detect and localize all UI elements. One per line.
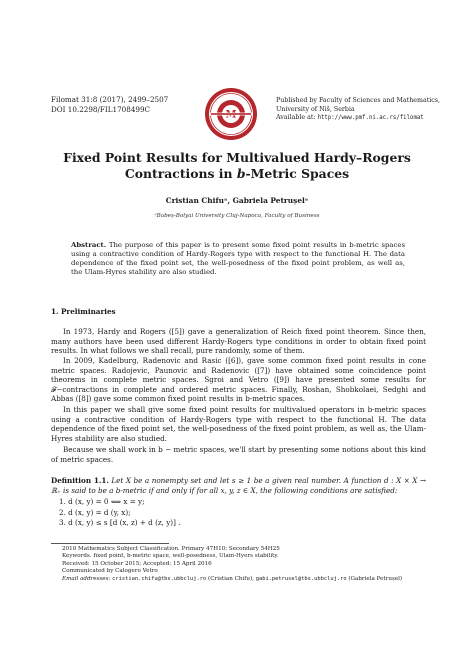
condition-item: 2. d (x, y) = d (y, x); — [59, 507, 131, 517]
definition-label: Definition 1.1. — [51, 476, 109, 485]
abstract-text: The purpose of this paper is to present some fixed point results in b-metric spaces using a contractive condition of Hardy-Rogers type with respect to the functional H. The data dependence of the fixed point set, the well-posedness of the fixed point problem, as well as, the Ulam-Hyres stability are also studied. — [71, 241, 405, 276]
doi: DOI 10.2298/FIL1708499C — [51, 104, 151, 114]
publisher-line-1: Published by Faculty of Sciences and Mathematics, — [276, 97, 440, 104]
footnote-received: Received: 15 October 2015; Accepted: 15 April 2016 — [62, 560, 212, 567]
journal-logo — [203, 86, 259, 142]
authors: Cristian Chifuᵃ, Gabriela Petrușelᵃ — [165, 196, 309, 205]
title-line-2-post: -Metric Spaces — [245, 166, 350, 181]
email-name-1: (Cristian Chifu), — [206, 575, 256, 582]
definition-conditions — [59, 497, 180, 529]
available-line — [276, 114, 456, 123]
paragraph-3-text: In this paper we shall give some fixed point results for multivalued operators in b-metric spaces using a contractive condition of Hardy-Rogers type with respect to the functional H. The data dependence of the fixed point set, the well-posedness of the fixed point problem, as well as, the Ulam-Hyres stability are also studied. — [51, 405, 426, 443]
email-link-1[interactable]: cristian.chifu@tbs.ubbcluj.ro — [112, 575, 207, 582]
title-line-1: Fixed Point Results for Multivalued Hardy–Rogers — [63, 150, 411, 165]
footnote-rule — [51, 543, 169, 544]
title-line-2 — [60, 166, 414, 182]
paper-title — [60, 150, 414, 182]
email-link-2[interactable]: gabi.petrusel@tbs.ubbcluj.ro — [255, 575, 347, 582]
footnote — [62, 546, 432, 583]
paragraph-1 — [51, 327, 426, 356]
email-prefix: Email addresses: — [62, 575, 113, 582]
condition-item: 3. d (x, y) ≤ s [d (x, z) + d (z, y)] . — [59, 518, 181, 528]
footnote-keywords: Keywords. fixed point, b-metric space, well-posedness, Ulam-Hyers stability. — [62, 553, 279, 560]
section-heading: 1. Preliminaries — [51, 307, 116, 316]
publisher-info — [276, 97, 456, 123]
abstract-label: Abstract. — [71, 241, 107, 249]
footnote-msc: 2010 Mathematics Subject Classification. Primary 47H10; Secondary 54H25 — [62, 546, 280, 552]
email-name-2: (Gabriela Petrușel) — [346, 575, 403, 582]
condition-item: 1. d (x, y) = 0 ⟺ x = y; — [59, 497, 145, 506]
available-prefix: Available at: — [276, 114, 318, 121]
journal-line: Filomat 31:8 (2017), 2499–2507 — [51, 95, 169, 104]
footnote-emails — [62, 576, 432, 583]
journal-url-link[interactable]: http://www.pmf.ni.ac.rs/filomat — [317, 115, 424, 121]
title-line-2-pre: Contractions in — [124, 166, 237, 181]
abstract — [71, 241, 405, 277]
title-line-2-b: b — [236, 166, 246, 181]
paragraph-3 — [51, 405, 426, 443]
affiliation: ᵃBabeș-Bolyai University Cluj-Napoca, Faculty of Business — [154, 213, 320, 219]
journal-header — [51, 95, 168, 114]
paragraph-2-text: In 2009, Kadelburg, Radenovic and Rasic ([6]), gave some common fixed point results in cone metric spaces. Radojevic, Paunovic and Radenovic ([7]) have obtained some coincidence point theorems in complete metric spaces. Sgroi and Vetro ([9]) have presented some results for 𝓕−contractions in complete and ordered metric spaces. Finally, Roshan, Shobkolaei, Sedghi and Abbas ([8]) gave some common fixed point results in b-metric spaces. — [51, 356, 426, 404]
paragraph-4 — [51, 445, 426, 464]
paragraph-1-text: In 1973, Hardy and Rogers ([5]) gave a generalization of Reich fixed point theorem. Since then, many authors have been used different Hardy-Rogers type conditions in order to obtain fixed point results. In what follows we shall recall, pure randomly, some of them. — [51, 327, 426, 356]
definition-text: Let X be a nonempty set and let s ≥ 1 be a given real number. A function d : X × X → ℝ₊ is said to be a b-metric if and only if for all x, y, z ∈ X, the following conditions are satisfied: — [51, 476, 426, 495]
paragraph-4-text: Because we shall work in b − metric spaces, we'll start by presenting some notions about this kind of metric spaces. — [51, 445, 426, 464]
paragraph-2 — [51, 356, 426, 404]
publisher-line-2: University of Niš, Serbia — [276, 105, 355, 113]
definition-1-1 — [51, 476, 426, 495]
footnote-communicated: Communicated by Calogero Vetro — [62, 568, 158, 575]
